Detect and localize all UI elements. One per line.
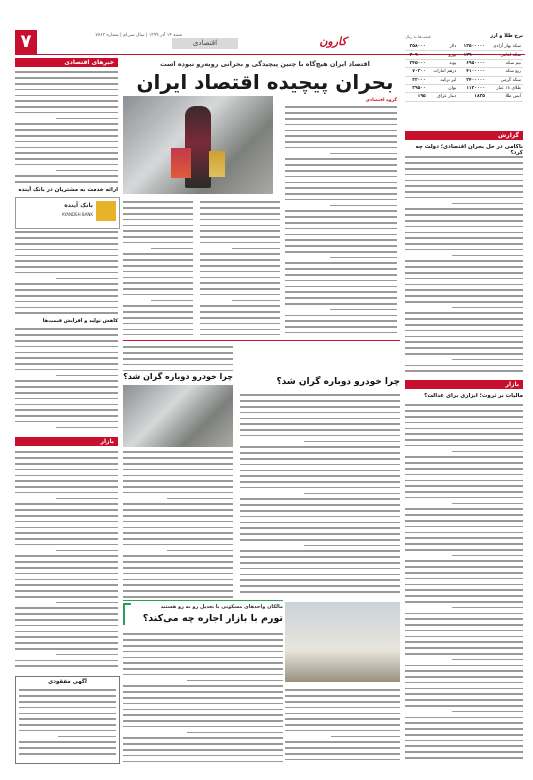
currency-cell: ۲۴۰۰۰۰۰ [458,76,487,84]
mid-headline-left: چرا خودرو دوباره گران شد؟ [123,372,233,381]
currency-cell: ۷۰۳۰۰ [405,68,428,76]
currency-cell: سکه گرمی [487,76,523,84]
currency-cell: ۳۴۵۰۰۰ [405,59,428,67]
left-news-text [15,70,118,183]
byline: گروه اقتصادی [365,98,397,103]
left-text-2 [15,230,118,315]
bank-ad [15,197,120,229]
currency-cell: ۴۱۰۰۰۰۰ [458,68,487,76]
currency-cell: طلای ۱۸ عیار [487,84,523,92]
currency-row [405,51,523,59]
currency-cell: ربع سکه [487,68,523,76]
currency-cell: یورو [428,51,459,59]
mid-left-text-2 [123,450,233,600]
currency-cell: ۱۹۵ [405,93,428,101]
lower-kicker: مالکان واحدهای مسکونی با تعدیل رو به رو هستند [160,604,283,610]
bank-logo-icon [96,201,116,221]
currency-cell: یوان [428,84,459,92]
shopping-bag [209,151,225,177]
lower-text [123,632,283,762]
currency-row [405,84,523,92]
shopping-bag [171,148,191,178]
currency-cell: ۶۹۵۰۰۰۰ [458,59,487,67]
center-headline: چرا خودرو دوباره گران شد؟ [276,377,400,387]
kicker: اقتصاد ایران هیچ‌گاه با چنین پیچیدگی و بحرانی روبه‌رو نبوده است [160,60,370,68]
currency-cell: ۳۹۵۰۰ [405,84,428,92]
mid-left-text [123,345,233,373]
ad-headline: ارائه خدمت به مشتریان در بانک آینده [18,187,118,193]
left-section-2: بازار [15,437,118,446]
currency-cell: لیر ترکیه [428,76,459,84]
lower-text-right [285,688,400,763]
right-section-2: بازار [405,380,523,389]
main-article-col-2 [123,200,193,335]
paper-logo: کارون [319,35,347,48]
bank-name: بانک آینده [64,202,93,209]
main-article-col-3 [200,200,280,335]
right-headline-2: مالیات بر ثروت؛ ابزاری برای عدالت؟ [424,393,523,399]
construction-photo [285,602,400,682]
right-section-label: گزارش [405,131,523,140]
left-text-3 [15,327,118,432]
left-text-4 [15,450,118,670]
currency-cell: ۳۰۹۰۰۰ [405,51,428,59]
currency-cell: سکه بهار آزادی [487,43,523,51]
currency-cell: ۱۱۲۰۰۰۰ [458,84,487,92]
notice-title: آگهی مفقودی [48,679,87,685]
green-bracket [123,603,131,625]
currency-cell: دینار عراق [428,93,459,101]
currency-cell: ۱۲۹۰۰۰۰۰ [458,51,487,59]
currency-row [405,68,523,76]
currency-cell: ۳۲۰۰۰ [405,76,428,84]
currency-row [405,43,523,51]
main-headline: بحران پیچیده اقتصاد ایران [136,70,394,94]
left-section-label: خبرهای اقتصادی [15,58,118,67]
right-headline: ناکامی در حل بحران اقتصادی؛ دولت چه کرد؟ [415,144,523,156]
currency-cell: ۱۲۵۰۰۰۰۰ [458,43,487,51]
currency-cell: انس طلا [487,93,523,101]
currency-cell: ۲۵۸۰۰۰ [405,43,428,51]
currency-row [405,93,523,101]
currency-cell: درهم امارات [428,68,459,76]
notice-text [19,688,116,758]
main-article-col-1 [285,105,397,335]
mid-rule [123,340,400,341]
section-tab: اقتصادی [172,38,238,49]
currency-cell: ۱۸۳۵ [458,93,487,101]
right-text-2 [405,403,523,763]
notice-box [15,676,120,764]
dateline: شنبه ۱۴ آذر ۱۳۹۹ | سال سی‌ام | شماره ۷۷۶۳ [95,33,182,38]
currency-row [405,76,523,84]
lower-rule [123,600,283,601]
currency-cell: دلار [428,43,459,51]
right-text-1 [405,155,523,375]
currency-row [405,59,523,67]
main-photo [123,96,273,194]
currency-box [405,33,523,133]
currency-cell: نیم سکه [487,59,523,67]
currency-cell: پوند [428,59,459,67]
currency-table [405,43,523,102]
box-title: کاهش تولید و افزایش قیمت‌ها [42,318,118,324]
lower-headline: تورم با بازار اجاره چه می‌کند؟ [142,613,283,624]
car-market-photo [123,385,233,447]
bank-name-en: AYANDEH BANK [61,212,93,217]
currency-cell: سکه امامی [487,51,523,59]
currency-title: نرخ طلا و ارز [490,33,523,39]
center-text [240,393,400,593]
page-number: ۷ [15,30,37,54]
currency-subtitle: قیمت‌ها به ریال [405,34,431,39]
